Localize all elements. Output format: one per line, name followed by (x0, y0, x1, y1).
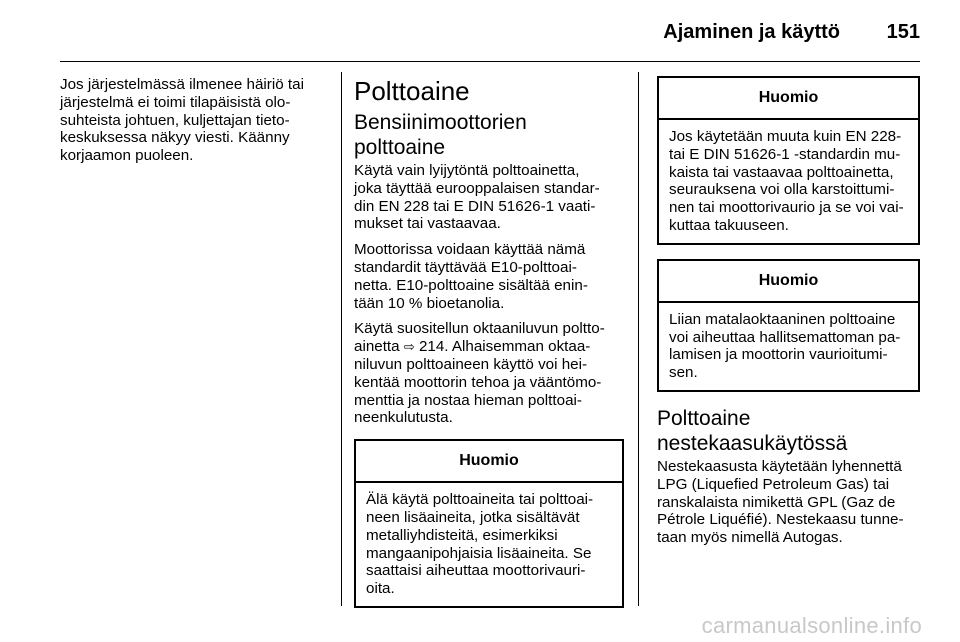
caution-box-standard (657, 76, 920, 245)
caution-box-additives (354, 439, 624, 608)
octane-paragraph (354, 320, 624, 427)
caution-box-text: Älä käytä polttoaineita tai polttoai- neen lisäaineita, jotka sisältävät metalliyhdisteitä, esimerkiksi mangaanipohjaisia lisäaineita. Se saattaisi aiheuttaa moottorivauri- oita. (366, 491, 594, 598)
fuel-heading: Polttoaine (354, 76, 470, 106)
column-divider-1 (341, 72, 342, 606)
column-right (657, 76, 920, 555)
page-number: 151 (886, 21, 920, 43)
caution-box-title: Huomio (659, 78, 918, 120)
watermark: carmanualsonline.info (701, 613, 922, 638)
column-divider-2 (638, 72, 639, 606)
octane-text-start: Käytä suositellun oktaaniluvun poltto- ainetta (354, 320, 605, 356)
fault-message-paragraph: Jos järjestelmässä ilmenee häiriö tai järjestelmä ei toimi tilapäisistä olo- suhteista johtuen, kuljettajan tieto- keskuksessa näkyy viesti. Käänny korjaamon puoleen. (60, 76, 304, 165)
lpg-paragraph: Nestekaasusta käytetään lyhennettä LPG (Liquefied Petroleum Gas) tai ranskalaista nimikettä GPL (Gaz de Pétrole Liquéfié). Nestekaasu tunne- taan myös nimellä Autogas. (657, 457, 904, 547)
e10-fuel-paragraph: Moottorissa voidaan käyttää nämä standardit täyttävää E10-polttoai- netta. E10-polttoaine sisältää enin- tään 10 % bioetanolia. (354, 241, 588, 312)
octane-text-end: . Alhaisemman oktaa- niluvun polttoaineen käyttö voi hei- kentää moottorin tehoa ja vääntömo- menttia ja nostaa hieman polttoai- neenkulutusta. (354, 338, 602, 427)
column-left (60, 76, 330, 173)
caution-box-octane (657, 259, 920, 392)
caution-box-text: Liian matalaoktaaninen polttoaine voi aiheuttaa hallitsemattoman pa- lamisen ja moottorin vaurioitumi- sen. (669, 310, 901, 382)
section-title: Ajaminen ja käyttö (663, 21, 840, 43)
unleaded-fuel-paragraph: Käytä vain lyijytöntä polttoainetta, joka täyttää eurooppalaisen standar- din EN 228 tai E DIN 51626-1 vaati- mukset tai vastaavaa. (354, 162, 600, 233)
caution-box-title: Huomio (659, 261, 918, 303)
page-reference-arrow-icon: ⇨ (403, 339, 415, 355)
header-divider (60, 61, 920, 62)
caution-box-title: Huomio (356, 441, 622, 483)
petrol-engine-fuel-subheading: Bensiinimoottorien polttoaine (354, 111, 527, 159)
caution-box-text: Jos käytetään muuta kuin EN 228- tai E DIN 51626-1 -standardin mu- kaista tai vastaavaa polttoainetta, seurauksena voi olla karstoittumi- nen tai moottorivaurio ja se voi vai- kuttaa takuuseen. (669, 128, 904, 234)
column-middle (354, 76, 624, 622)
lpg-fuel-heading: Polttoaine nestekaasukäytössä (657, 406, 848, 455)
page-reference-link[interactable]: 214 (414, 338, 445, 356)
